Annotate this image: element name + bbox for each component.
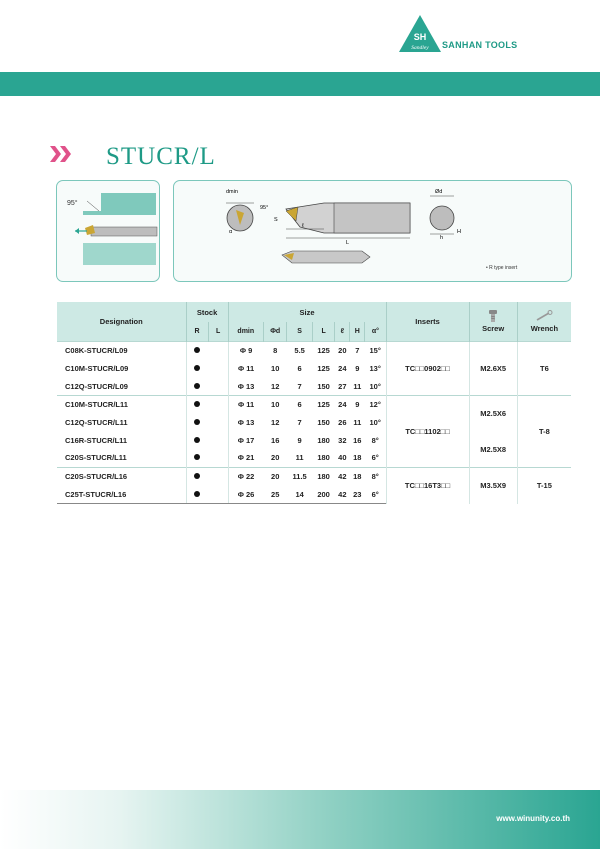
wrench-cell: T-15 (517, 467, 571, 503)
dmin-cell: Φ 13 (228, 377, 263, 395)
dmin-cell: Φ 11 (228, 396, 263, 414)
alpha-label: α (229, 229, 233, 235)
L-cell: 125 (317, 364, 330, 374)
designation-cell: C12Q-STUCR/L11 (65, 418, 128, 428)
col-screw (469, 302, 517, 342)
s-cell: 11.5 (287, 467, 312, 485)
ell-cell: 26 (338, 418, 347, 428)
in-stock-dot-icon (194, 473, 200, 479)
in-stock-dot-icon (194, 419, 200, 425)
stock-l-cell (208, 449, 228, 467)
od-cell: 10 (264, 396, 287, 414)
ell-cell: 24 (338, 364, 347, 374)
designation-cell: C08K-STUCR/L09 (57, 342, 186, 360)
designation-cell: C20S-STUCR/L11 (65, 453, 127, 463)
alpha-cell: 13° (369, 364, 381, 374)
screw-label: Screw (482, 324, 505, 333)
screw-cell: M3.5X9 (469, 467, 517, 503)
col-wrench (517, 302, 571, 342)
angle-left-label: 95° (67, 200, 78, 207)
col-r: R (186, 322, 208, 342)
L-cell: 180 (317, 435, 330, 445)
dmin-cell: Φ 11 (228, 360, 263, 378)
r-type-note: • R type insert (486, 265, 518, 271)
spec-table (57, 302, 571, 504)
angle-right-label: 95° (260, 205, 269, 211)
double-chevron-icon (50, 146, 72, 162)
wrench-icon (535, 310, 553, 322)
designation-cell: C12Q-STUCR/L09 (65, 381, 128, 391)
website-url[interactable]: www.winunity.co.th (496, 814, 570, 823)
stock-r-cell (186, 342, 208, 360)
od-cell: 8 (264, 342, 287, 360)
alpha-cell: 8° (371, 435, 379, 445)
s-cell: 9 (297, 435, 302, 445)
in-stock-dot-icon (194, 437, 200, 443)
ell-cell: 27 (338, 381, 347, 391)
col-designation: Designation (57, 302, 186, 342)
col-alpha: α° (365, 322, 386, 342)
dmin-cell: Φ 17 (228, 431, 263, 449)
L-cell: 125 (312, 396, 334, 414)
s-label: S (274, 217, 278, 223)
h-label: h (440, 235, 444, 241)
col-l: L (208, 322, 228, 342)
od-cell: 10 (271, 364, 280, 374)
H-cell: 11 (353, 381, 362, 391)
dmin-label: dmin (226, 189, 238, 195)
ell-label: ℓ (302, 223, 304, 229)
stock-l-cell (208, 360, 228, 378)
in-stock-dot-icon (194, 347, 200, 353)
col-stock: Stock (186, 302, 228, 322)
in-stock-dot-icon (194, 401, 200, 407)
od-cell: 12 (271, 381, 280, 391)
alpha-cell: 6° (365, 486, 386, 504)
dmin-cell: Φ 21 (228, 449, 263, 467)
L-cell: 200 (312, 486, 334, 504)
wrench-cell: T6 (517, 342, 571, 396)
insert-cell: TC□□16T3□□ (386, 467, 469, 503)
L-cell: 150 (317, 418, 330, 428)
stock-l-cell (208, 486, 228, 504)
H-cell: 9 (350, 396, 365, 414)
L-cell: 180 (312, 467, 334, 485)
ell-cell: 42 (335, 467, 350, 485)
table-row (57, 431, 571, 449)
dmin-cell: Φ 9 (228, 342, 263, 360)
designation-cell: C16R-STUCR/L11 (65, 435, 128, 445)
stock-l-cell (208, 431, 228, 449)
alpha-cell: 15° (365, 342, 386, 360)
stock-l-cell (208, 396, 228, 414)
ell-cell: 20 (335, 342, 350, 360)
designation-cell: C10M-STUCR/L11 (57, 396, 186, 414)
dmin-cell: Φ 26 (228, 486, 263, 504)
stock-r-cell (186, 486, 208, 504)
H-cell: 9 (355, 364, 360, 374)
stock-r-cell (186, 360, 208, 378)
ell-cell: 24 (335, 396, 350, 414)
col-od: Φd (264, 322, 287, 342)
designation-cell: C25T-STUCR/L16 (57, 486, 186, 504)
alpha-cell: 12° (365, 396, 386, 414)
table-row (57, 396, 571, 414)
col-s: S (287, 322, 312, 342)
wrench-cell: T-8 (517, 396, 571, 468)
L-cell: 125 (312, 342, 334, 360)
table-row (57, 467, 571, 485)
stock-r-cell (186, 396, 208, 414)
s-cell: 5.5 (287, 342, 312, 360)
s-cell: 14 (287, 486, 312, 504)
stock-l-cell (208, 414, 228, 432)
H-cell: 18 (350, 467, 365, 485)
s-cell: 7 (297, 418, 302, 428)
screw-cell: M2.5X8 (469, 431, 517, 467)
stock-l-cell (208, 467, 228, 485)
od-label: Ød (435, 189, 443, 195)
sanhan-logo-icon (398, 14, 442, 54)
col-H: H (350, 322, 365, 342)
in-stock-dot-icon (194, 454, 200, 460)
L-cell: 150 (317, 381, 330, 391)
od-cell: 20 (271, 453, 280, 463)
header-band (0, 72, 600, 96)
od-cell: 16 (271, 435, 280, 445)
col-size: Size (228, 302, 386, 322)
stock-r-cell (186, 414, 208, 432)
stock-r-cell (186, 467, 208, 485)
designation-cell: C10M-STUCR/L09 (65, 364, 129, 374)
dmin-cell: Φ 22 (228, 467, 263, 485)
alpha-cell: 10° (369, 381, 381, 391)
s-cell: 6 (287, 396, 312, 414)
wrench-label: Wrench (530, 324, 559, 333)
alpha-cell: 6° (371, 453, 379, 463)
stock-l-cell (208, 342, 228, 360)
stock-r-cell (186, 377, 208, 395)
H-cell: 18 (353, 453, 362, 463)
in-stock-dot-icon (194, 491, 200, 497)
stock-r-cell (186, 431, 208, 449)
H-cell: 23 (350, 486, 365, 504)
stock-r-cell (186, 449, 208, 467)
alpha-cell: 10° (369, 418, 381, 428)
L-label: L (346, 240, 350, 246)
ell-cell: 42 (335, 486, 350, 504)
od-cell: 25 (264, 486, 287, 504)
H-label: H (457, 229, 461, 235)
s-cell: 6 (297, 364, 302, 374)
H-cell: 7 (350, 342, 365, 360)
insert-cell: TC□□0902□□ (386, 342, 469, 396)
screw-cell: M2.5X6 (469, 396, 517, 432)
logo-sub: Sandley (411, 45, 429, 51)
od-cell: 20 (264, 467, 287, 485)
col-dmin: dmin (228, 322, 263, 342)
alpha-cell: 8° (365, 467, 386, 485)
table-row (57, 342, 571, 360)
col-L: L (312, 322, 334, 342)
stock-l-cell (208, 377, 228, 395)
screw-icon (486, 310, 500, 322)
insert-cell: TC□□1102□□ (386, 396, 469, 468)
H-cell: 11 (353, 418, 362, 428)
L-cell: 180 (317, 453, 330, 463)
logo-text: SH (413, 32, 427, 42)
boring-diagram (57, 181, 159, 281)
designation-cell: C20S-STUCR/L16 (57, 467, 186, 485)
brand-name: SANHAN TOOLS (442, 40, 518, 50)
ell-cell: 40 (338, 453, 347, 463)
od-cell: 12 (271, 418, 280, 428)
s-cell: 11 (295, 453, 304, 463)
screw-cell: M2.6X5 (469, 342, 517, 396)
page-title: STUCR/L (106, 143, 216, 170)
in-stock-dot-icon (194, 365, 200, 371)
dmin-cell: Φ 13 (228, 414, 263, 432)
col-ell: ℓ (335, 322, 350, 342)
in-stock-dot-icon (194, 383, 200, 389)
s-cell: 7 (297, 381, 302, 391)
ell-cell: 32 (338, 435, 347, 445)
diagram-panel-left (56, 180, 160, 282)
H-cell: 16 (353, 435, 362, 445)
col-inserts: Inserts (386, 302, 469, 342)
